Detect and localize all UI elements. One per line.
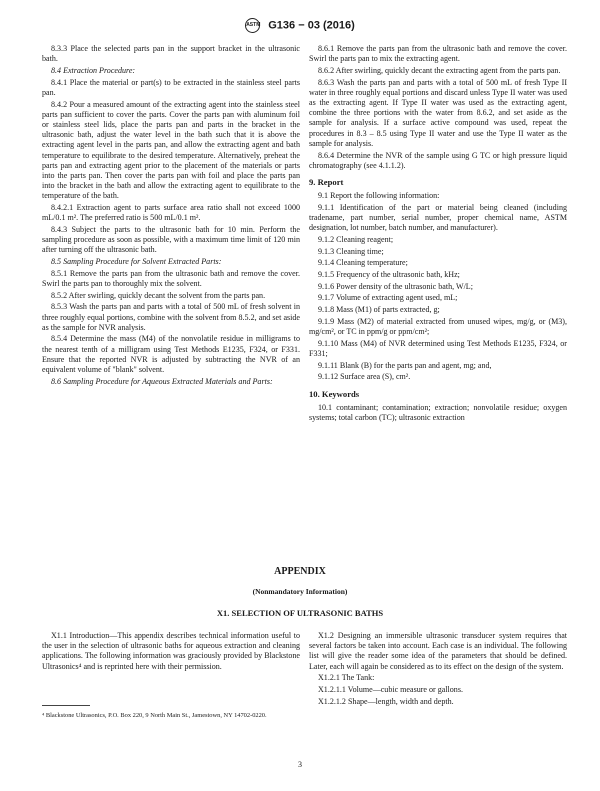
appendix-section-title: X1. SELECTION OF ULTRASONIC BATHS <box>216 608 384 618</box>
section-heading: 8.5 Sampling Procedure for Solvent Extracted Parts: <box>51 257 222 267</box>
paragraph: 8.6.3 Wash the parts pan and parts with a total of 500 mL of fresh Type II water in three roughly equal portions and discard unless Type II water was used as the extracting agent. If Type II water was used as the extracting agent, combine the three portions with the water from 8.6.2, and set aside as the sample for analysis. If a surface active compound was used, repeat the procedures in 8.3 – 8.5 using Type II water and use the Type II water as the sample for analysis. <box>309 77 567 148</box>
page-number: 3 <box>298 760 302 769</box>
paragraph: 8.5.4 Determine the mass (M4) of the nonvolatile residue in milligrams to the nearest tenth of a milligram using Test Methods E1235, F324, or F331. Ensure that the reported NVR is adjusted by subtracting the NVR of an equivalent volume of "blank" solvent. <box>42 334 300 375</box>
footnote-divider <box>42 705 90 706</box>
list-item: 9.1.3 Cleaning time; <box>318 246 384 256</box>
paragraph: 8.3.3 Place the selected parts pan in the support bracket in the ultrasonic bath. <box>42 44 300 64</box>
page-header <box>0 18 600 33</box>
paragraph: 8.4.2 Pour a measured amount of the extracting agent into the stainless steel parts pan sufficient to cover the parts. Cover the parts pan with aluminum foil or stainless steel lids, place the parts pan and parts in the bracket in the ultrasonic bath, adjust the water level in the bath such that it is above the extracting agent level in the parts pan, and allow the extracting agent and bath temperature to equilibrate to the desired temperature. Alternatively, preheat the parts pan and extracting agent prior to the placement of the materials or parts into the parts pan. Then cover the parts pan with foil and place the parts pan into the bracket in the bath and allow the extracting agent to equilibrate to the temperature of the bath. <box>42 99 300 201</box>
paragraph: 8.5.3 Wash the parts pan and parts with a total of 500 mL of fresh solvent in three roughly equal portions, combine with the solvent from 8.5.2, and set aside as the sample for NVR analysis. <box>42 302 300 332</box>
appendix-left-column <box>42 631 300 673</box>
list-item: 9.1.11 Blank (B) for the parts pan and agent, mg; and, <box>318 360 492 370</box>
section-heading-keywords: 10. Keywords <box>309 388 360 399</box>
list-item: 9.1.4 Cleaning temperature; <box>318 258 408 268</box>
list-item: 9.1.9 Mass (M2) of material extracted from unused wipes, mg/g, or (M3), mg/cm², or TC in ppm/g or ppm/cm²; <box>309 316 567 337</box>
list-item: 9.1.7 Volume of extracting agent used, mL; <box>318 293 458 303</box>
section-heading: 8.6 Sampling Procedure for Aqueous Extracted Materials and Parts: <box>51 376 273 386</box>
paragraph: 8.4.3 Subject the parts to the ultrasonic bath for 10 min. Perform the sampling procedure as soon as possible, with a maximum time limit of 120 min after turning off the ultrasonic bath. <box>42 224 300 255</box>
paragraph: 9.1 Report the following information: <box>318 191 440 201</box>
paragraph: 10.1 contaminant; contamination; extraction; nonvolatile residue; oxygen systems; total carbon (TC); ultrasonic extraction <box>309 402 567 422</box>
appendix-title: APPENDIX <box>274 566 326 577</box>
paragraph: X1.1 Introduction—This appendix describes technical information useful to the user in the selection of ultrasonic baths for aqueous extraction and cleaning applications. The following information was graciously provided by Blackstone Ultrasonics⁴ and is reprinted here with their permission. <box>42 631 300 671</box>
section-heading-report: 9. Report <box>309 176 344 187</box>
list-item: 9.1.2 Cleaning reagent; <box>318 234 394 244</box>
section-heading: 8.4 Extraction Procedure: <box>51 65 136 75</box>
paragraph: X1.2.1.1 Volume—cubic measure or gallons. <box>318 685 463 695</box>
footnote: ⁴ Blackstone Ultrasonics, P.O. Box 220, 9 North Main St., Jamestown, NY 14702-0220. <box>42 712 267 719</box>
paragraph: 8.4.2.1 Extraction agent to parts surface area ratio shall not exceed 1000 mL/0.1 m². The preferred ratio is 500 mL/0.1 m². <box>42 203 300 223</box>
list-item: 9.1.10 Mass (M4) of NVR determined using Test Methods E1235, F324, or F331; <box>309 338 567 358</box>
paragraph: X1.2.1.2 Shape—length, width and depth. <box>318 696 454 706</box>
list-item: 9.1.8 Mass (M1) of parts extracted, g; <box>318 305 440 315</box>
paragraph: 8.4.1 Place the material or part(s) to be extracted in the stainless steel parts pan. <box>42 77 300 97</box>
paragraph: X1.2 Designing an immersible ultrasonic transducer system requires that several factors be taken into account. Each case is an individual. The following list will give the reader some idea of the parameters that should be defined. Later, each will again be considered as to its effect on the design of the system. <box>309 631 567 671</box>
paragraph: 9.1.1 Identification of the part or material being cleaned (including tradename, part number, serial number, proper chemical name, ASTM designation, lot number, batch number, and manufacturer). <box>309 202 567 233</box>
list-item: 9.1.6 Power density of the ultrasonic bath, W/L; <box>318 281 473 291</box>
paragraph: 8.5.2 After swirling, quickly decant the solvent from the parts pan. <box>51 290 266 300</box>
left-column <box>42 44 300 389</box>
paragraph: X1.2.1 The Tank: <box>318 673 375 683</box>
list-item: 9.1.12 Surface area (S), cm². <box>318 372 411 382</box>
document-designation: G136 − 03 (2016) <box>268 19 355 32</box>
paragraph: 8.5.1 Remove the parts pan from the ultrasonic bath and remove the cover. Swirl the parts pan to thoroughly mix the solvent. <box>42 268 300 288</box>
astm-logo-icon: ASTM <box>245 18 260 33</box>
paragraph: 8.6.1 Remove the parts pan from the ultrasonic bath and remove the cover. Swirl the parts pan to mix the extracting agent. <box>309 44 567 64</box>
right-column <box>309 44 567 425</box>
appendix-subtitle: (Nonmandatory Information) <box>252 587 348 596</box>
paragraph: 8.6.2 After swirling, quickly decant the extracting agent from the parts pan. <box>318 65 561 75</box>
list-item: 9.1.5 Frequency of the ultrasonic bath, kHz; <box>318 270 460 280</box>
paragraph: 8.6.4 Determine the NVR of the sample using G TC or high pressure liquid chromatography (see 4.1.1.2). <box>309 150 567 170</box>
appendix-right-column <box>309 631 567 708</box>
